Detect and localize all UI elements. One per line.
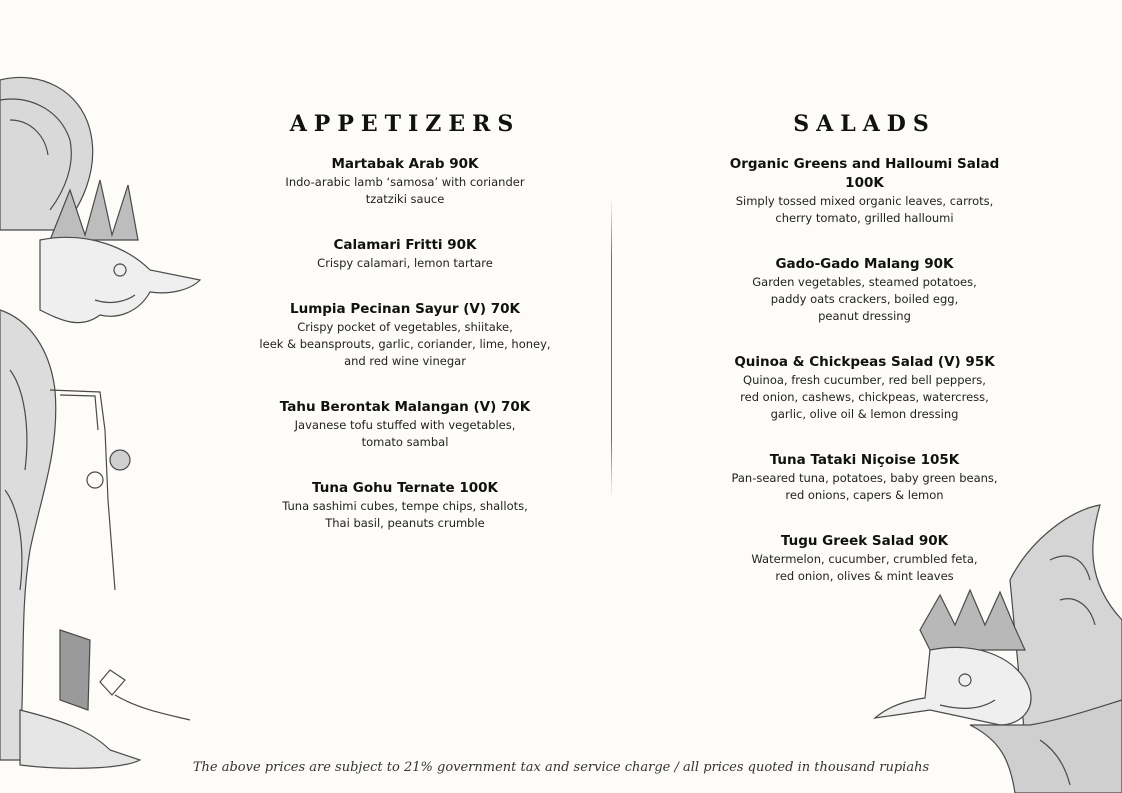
description-line: Quinoa, fresh cucumber, red bell peppers, bbox=[743, 373, 986, 387]
appetizers-title: APPETIZERS bbox=[289, 111, 521, 137]
menu-item bbox=[255, 479, 555, 532]
description-line: leek & beansprouts, garlic, coriander, lime, honey, bbox=[259, 337, 551, 351]
item-description bbox=[255, 319, 555, 370]
description-line: cherry tomato, grilled halloumi bbox=[775, 211, 954, 225]
item-name: Tugu Greek Salad 90K bbox=[780, 533, 949, 549]
description-line: Javanese tofu stuffed with vegetables, bbox=[294, 418, 516, 432]
item-name: Organic Greens and Halloumi Salad 100K bbox=[729, 156, 1000, 191]
item-description bbox=[712, 193, 1017, 227]
menu-item bbox=[255, 155, 555, 208]
item-name: Tuna Gohu Ternate 100K bbox=[312, 480, 498, 496]
item-description bbox=[255, 498, 555, 532]
salads-section bbox=[712, 111, 1017, 613]
item-description bbox=[255, 174, 555, 208]
description-line: Tuna sashimi cubes, tempe chips, shallots, bbox=[282, 499, 528, 513]
description-line: and red wine vinegar bbox=[344, 354, 466, 368]
description-line: peanut dressing bbox=[818, 309, 911, 323]
description-line: Indo-arabic lamb ‘samosa’ with coriander bbox=[285, 175, 525, 189]
menu-item bbox=[255, 300, 555, 370]
menu-item bbox=[712, 451, 1017, 504]
description-line: red onions, capers & lemon bbox=[785, 488, 944, 502]
description-line: tomato sambal bbox=[361, 435, 449, 449]
menu-item bbox=[255, 398, 555, 451]
description-line: Simply tossed mixed organic leaves, carrots, bbox=[735, 194, 994, 208]
description-line: tzatziki sauce bbox=[365, 192, 445, 206]
price-disclaimer: The above prices are subject to 21% government tax and service charge / all prices quoted in thousand rupiahs bbox=[192, 760, 930, 775]
description-line: Watermelon, cucumber, crumbled feta, bbox=[751, 552, 978, 566]
description-line: paddy oats crackers, boiled egg, bbox=[770, 292, 959, 306]
menu-item bbox=[712, 255, 1017, 325]
salads-title: SALADS bbox=[793, 111, 936, 137]
description-line: Garden vegetables, steamed potatoes, bbox=[752, 275, 977, 289]
item-name: Lumpia Pecinan Sayur (V) 70K bbox=[289, 301, 520, 317]
item-description bbox=[255, 417, 555, 451]
item-description bbox=[712, 372, 1017, 423]
menu-item bbox=[712, 353, 1017, 423]
description-line: Pan-seared tuna, potatoes, baby green beans, bbox=[731, 471, 998, 485]
description-line: garlic, olive oil & lemon dressing bbox=[770, 407, 959, 421]
menu-item bbox=[255, 236, 555, 272]
description-line: Crispy calamari, lemon tartare bbox=[317, 256, 493, 270]
description-line: Thai basil, peanuts crumble bbox=[325, 516, 485, 530]
description-line: red onion, cashews, chickpeas, watercress, bbox=[740, 390, 989, 404]
description-line: red onion, olives & mint leaves bbox=[775, 569, 954, 583]
item-name: Martabak Arab 90K bbox=[331, 156, 479, 172]
item-description bbox=[255, 255, 555, 272]
item-name: Quinoa & Chickpeas Salad (V) 95K bbox=[734, 354, 995, 370]
item-name: Tuna Tataki Niçoise 105K bbox=[769, 452, 960, 468]
item-description bbox=[712, 470, 1017, 504]
item-name: Gado-Gado Malang 90K bbox=[775, 256, 954, 272]
column-divider bbox=[611, 198, 612, 498]
item-name: Calamari Fritti 90K bbox=[333, 237, 477, 253]
description-line: Crispy pocket of vegetables, shiitake, bbox=[297, 320, 513, 334]
item-name: Tahu Berontak Malangan (V) 70K bbox=[279, 399, 531, 415]
menu-item bbox=[712, 532, 1017, 585]
appetizers-section bbox=[255, 111, 555, 560]
item-description bbox=[712, 274, 1017, 325]
item-description bbox=[712, 551, 1017, 585]
menu-item bbox=[712, 155, 1017, 227]
wayang-puppet-left-illustration bbox=[0, 70, 210, 770]
